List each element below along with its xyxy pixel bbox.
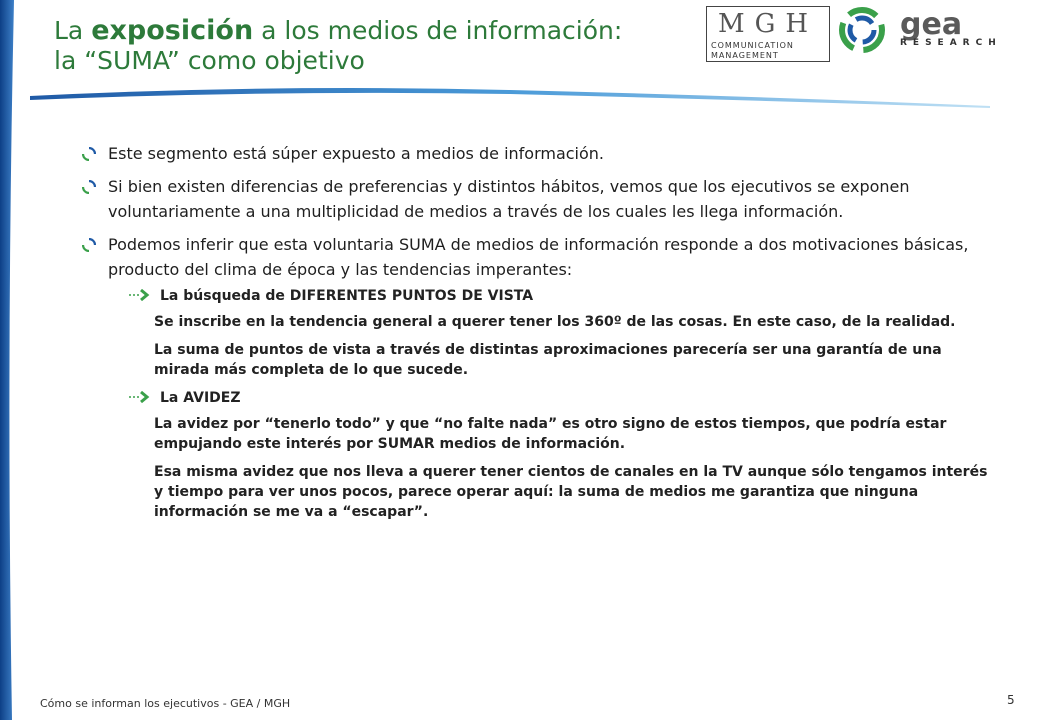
left-decorative-bar xyxy=(0,0,18,720)
gea-logo xyxy=(838,6,1008,60)
subsection-heading xyxy=(128,388,992,408)
footer-text: Cómo se informan los ejecutivos - GEA / MGH xyxy=(40,697,291,710)
mgh-logo-sub1: COMMUNICATION xyxy=(711,41,794,50)
subsection-heading-text: La AVIDEZ xyxy=(160,390,241,406)
mgh-logo-letters: MGH xyxy=(717,9,819,39)
bullet-text: Podemos inferir que esta voluntaria SUMA de medios de información responde a dos motivaciones básicas, producto del clima de época y las tendencias imperantes: xyxy=(108,235,969,279)
gea-logo-mark xyxy=(838,6,1008,60)
refresh-bullet-icon xyxy=(82,238,96,252)
bullet-text: Si bien existen diferencias de preferencias y distintos hábitos, vemos que los ejecutivos se exponen voluntariamente a una multiplicidad de medios a través de los cuales les llega información. xyxy=(108,177,910,221)
title-emphasis: exposición xyxy=(91,15,254,46)
mgh-logo xyxy=(706,6,830,62)
arrow-right-icon xyxy=(128,391,150,403)
subsection-paragraph: Esa misma avidez que nos lleva a querer tener cientos de canales en la TV aunque sólo tengamos interés y tiempo para ver unos pocos, parece operar aquí: la suma de medios me garantiza que ninguna información se me va a “escapar”. xyxy=(154,464,988,520)
slide-body xyxy=(82,141,992,530)
title-underline-swoosh xyxy=(30,84,990,114)
title-post: a los medios de información: xyxy=(253,16,623,45)
subsection-paragraph: La avidez por “tenerlo todo” y que “no falte nada” es otro signo de estos tiempos, que podría estar empujando este interés por SUMAR medios de información. xyxy=(154,416,947,452)
gea-logo-sub: RESEARCH xyxy=(900,38,1002,48)
subsection-heading xyxy=(128,286,992,306)
bullet-text: Este segmento está súper expuesto a medios de información. xyxy=(108,144,605,163)
subsection-paragraph: Se inscribe en la tendencia general a querer tener los 360º de las cosas. En este caso, de la realidad. xyxy=(154,314,956,330)
title-line2: la “SUMA” como objetivo xyxy=(54,46,365,75)
title-pre: La xyxy=(54,16,92,45)
refresh-bullet-icon xyxy=(82,180,96,194)
slide-title xyxy=(54,16,622,76)
page-number: 5 xyxy=(1007,693,1015,707)
bullet-item xyxy=(82,174,992,224)
arrow-right-icon xyxy=(128,289,150,301)
bullet-item xyxy=(82,232,992,282)
subsection-heading-text: La búsqueda de DIFERENTES PUNTOS DE VISTA xyxy=(160,288,534,304)
bullet-item xyxy=(82,141,992,166)
subsection-paragraph: La suma de puntos de vista a través de distintas aproximaciones parecería ser una garantía de una mirada más completa de lo que sucede. xyxy=(154,342,942,378)
mgh-logo-sub2: MANAGEMENT xyxy=(711,51,779,60)
refresh-bullet-icon xyxy=(82,147,96,161)
gea-logo-letters: gea xyxy=(900,7,963,42)
